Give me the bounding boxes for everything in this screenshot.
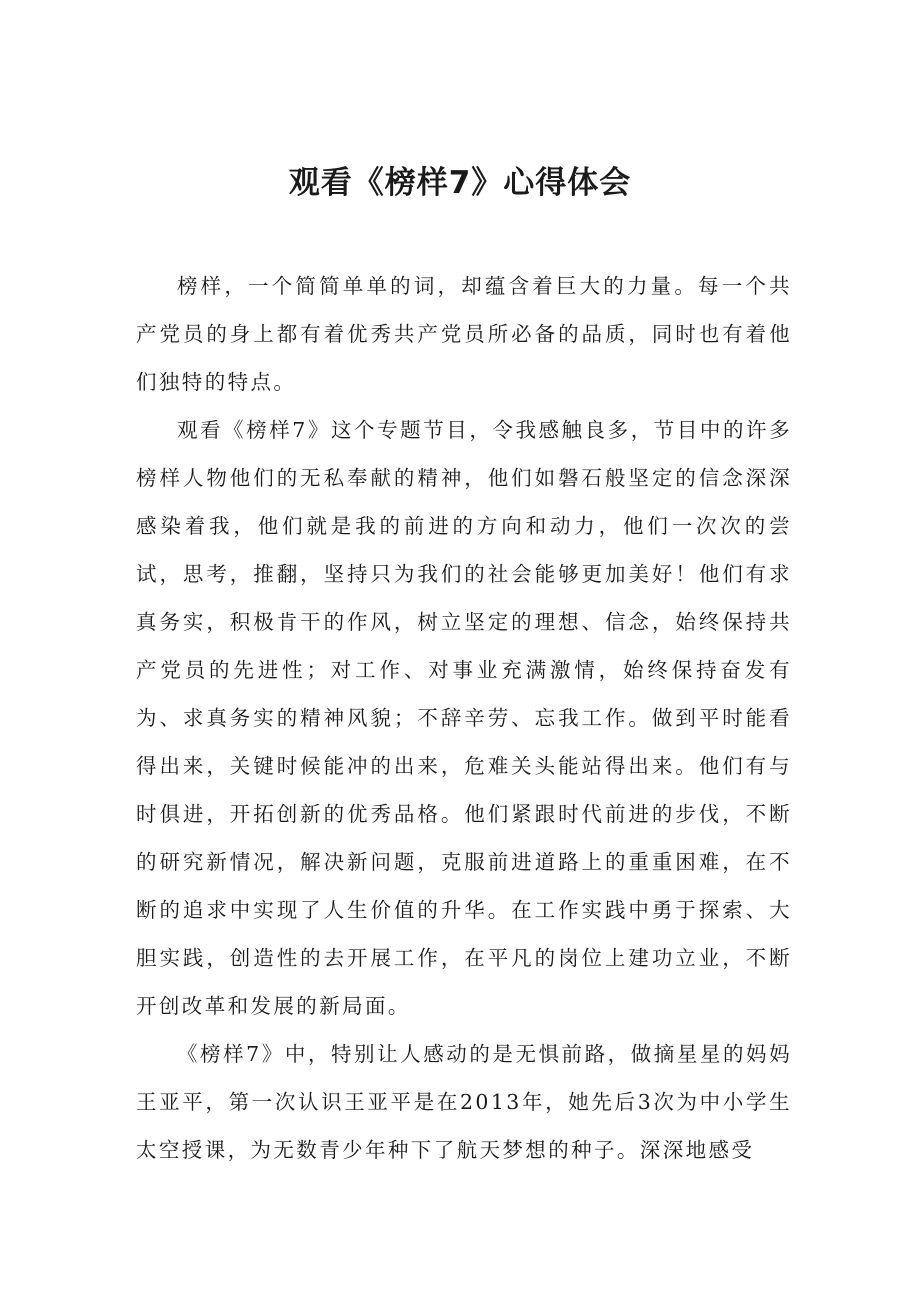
document-body — [136, 262, 792, 1174]
document-title: 观看《榜样7》心得体会 — [288, 165, 632, 201]
paragraph-main: 观看《榜样7》这个专题节目，令我感触良多，节目中的许多榜样人物他们的无私奉献的精神，他们如磐石般坚定的信念深深感染着我，他们就是我的前进的方向和动力，他们一次次的尝试，思考，推翻，坚持只为我们的社会能够更加美好！他们有求真务实，积极肯干的作风，树立坚定的理想、信念，始终保持共产党员的先进性；对工作、对事业充满激情，始终保持奋发有为、求真务实的精神风貌；不辞辛劳、忘我工作。做到平时能看得出来，关键时候能冲的出来，危难关头能站得出来。他们有与时俱进，开拓创新的优秀品格。他们紧跟时代前进的步伐，不断的研究新情况，解决新问题，克服前进道路上的重重困难，在不断的追求中实现了人生价值的升华。在工作实践中勇于探索、大胆实践，创造性的去开展工作，在平凡的岗位上建功立业，不断开创改革和发展的新局面。 — [136, 418, 792, 1018]
paragraph-intro: 榜样，一个简简单单的词，却蕴含着巨大的力量。每一个共产党员的身上都有着优秀共产党员所必备的品质，同时也有着他们独特的特点。 — [136, 274, 792, 394]
paragraph-wang-yaping: 《榜样7》中，特别让人感动的是无惧前路，做摘星星的妈妈王亚平，第一次认识王亚平是在2013年，她先后3次为中小学生太空授课，为无数青少年种下了航天梦想的种子。深深地感受 — [136, 1042, 792, 1162]
